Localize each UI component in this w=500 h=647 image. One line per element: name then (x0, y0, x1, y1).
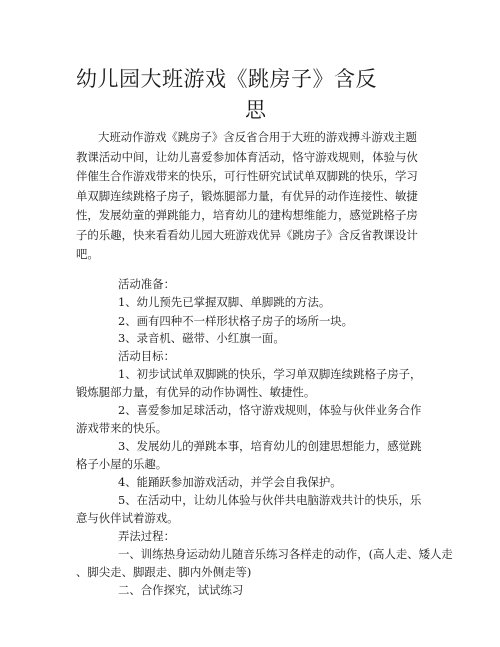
preparation-item: 2、画有四种不一样形状格子房子的场所一块。 (118, 314, 354, 328)
goal-item-continuation: 格子小屋的乐趣。 (76, 457, 168, 471)
section-heading-preparation: 活动准备： (118, 277, 175, 291)
goal-item-continuation: 意与伙伴试着游戏。 (76, 511, 179, 525)
intro-line: 大班动作游戏《跳房子》含反省合用于大班的游戏搏斗游戏主题 (98, 130, 417, 144)
section-heading-process: 弄法过程： (118, 529, 175, 543)
intro-line: 伴催生合作游戏带来的快乐，可行性研究试试单双脚跳的快乐，学习 (76, 169, 418, 183)
goal-item: 2、喜爱参加足球活动，恪守游戏规则，体验与伙伴业务合作 (118, 403, 422, 417)
intro-line: 性，发展幼童的弹跳能力，培育幼儿的建构想维能力，感觉跳格子房 (76, 208, 418, 222)
goal-item-continuation: 锻炼腿部力量，有优异的动作协调性、敏捷性。 (76, 385, 316, 399)
intro-paragraph (76, 128, 421, 265)
goal-item: 4、能踊跃参加游戏活动，并学会自我保护。 (118, 475, 342, 489)
goal-item: 1、初步试试单双脚跳的快乐，学习单双脚连续跳格子房子， (118, 367, 422, 381)
goal-item: 3、发展幼儿的弹跳本事，培育幼儿的创建思想能力，感觉跳 (118, 439, 422, 453)
preparation-item: 3、录音机、磁带、小红旗一面。 (118, 331, 285, 345)
intro-line: 单双脚连续跳格子房子，锻炼腿部力量，有优异的动作连接性、敏捷 (76, 188, 418, 203)
intro-line: 教课活动中间，让幼儿喜爱参加体育活动，恪守游戏规则，体验与伙 (76, 149, 418, 164)
document-title: 幼儿园大班游戏《跳房子》含反 (76, 67, 377, 91)
preparation-item: 1、幼儿预先已掌握双脚、单脚跳的方法。 (118, 295, 331, 309)
process-step: 二、合作探究，试试练习 (118, 583, 244, 597)
section-heading-goals: 活动目标： (118, 349, 175, 363)
process-step-continuation: 、脚尖走、脚跟走、脚内外侧走等) (76, 565, 252, 579)
document-title-continuation: 思 (245, 98, 266, 122)
goal-item: 5、在活动中，让幼儿体验与伙伴共电脑游戏共计的快乐，乐 (118, 493, 422, 507)
intro-line: 子的乐趣，快来看看幼儿园大班游戏优异《跳房子》含反省教课设计 (76, 227, 418, 242)
process-step: 一、训练热身运动幼儿随音乐练习各样走的动作，(高人走、矮人走 (118, 547, 453, 561)
goal-item-continuation: 游戏带来的快乐。 (76, 421, 168, 435)
intro-line: 吧。 (76, 247, 99, 261)
